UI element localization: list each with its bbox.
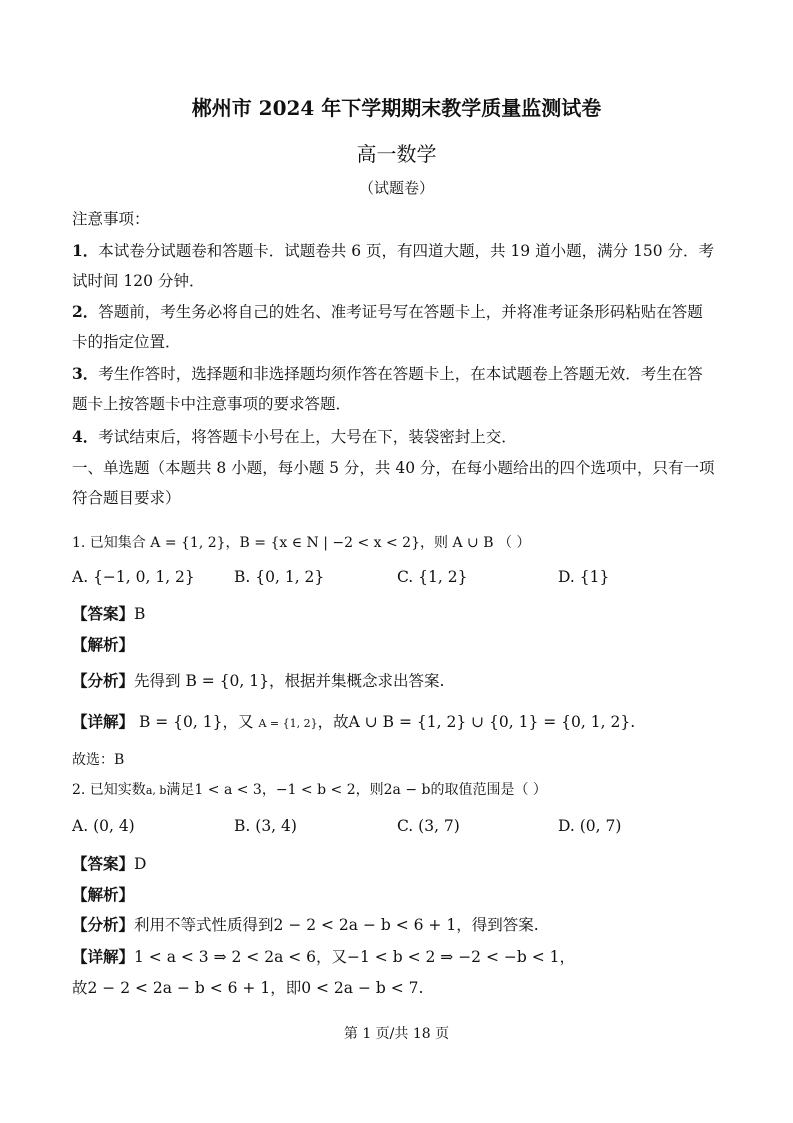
xiangjie-text: ， [559, 948, 576, 966]
option-label: C. [397, 817, 414, 835]
question-1-stem [72, 532, 721, 554]
notice-text: 答题前，考生务必将自己的姓名、准考证号写在答题卡上，并将准考证条形码粘贴在答题 [98, 303, 703, 321]
stem-text: ， [261, 782, 276, 798]
fenxi-line [72, 670, 721, 692]
option-value: {−1, 0, 1, 2} [93, 568, 195, 586]
option-label: B. [234, 817, 251, 835]
conclusion-math: 2 − 2 < 2a − b < 6 + 1 [87, 979, 271, 997]
stem-math: A ∪ B [452, 535, 494, 551]
section-heading-cont: 符合题目要求） [72, 489, 181, 507]
analysis-tag [72, 634, 721, 656]
stem-math: 1 < a < 3 [194, 782, 262, 798]
option-b [234, 566, 324, 588]
option-value: (3, 7) [418, 817, 460, 835]
stem-text: 的取值范围是（ ） [430, 782, 547, 798]
option-label: C. [397, 568, 414, 586]
fenxi-text: ，根据并集概念求出答案. [269, 672, 445, 690]
fenxi-math: B = {0, 1} [185, 672, 270, 690]
analysis-label: 【解析】 [72, 635, 135, 654]
xiangjie-math: A = {1, 2} [258, 717, 318, 730]
option-d [558, 815, 621, 837]
notice-item-1 [72, 240, 721, 262]
fenxi-text: 先得到 [134, 672, 181, 690]
option-value: (0, 4) [93, 817, 135, 835]
fenxi-line [72, 914, 721, 936]
xiangjie-text: ，又 [316, 948, 348, 966]
stem-math: A = {1, 2}，B = {x ∈ N | −2 < x < 2} [150, 535, 420, 551]
conclusion-text: . [418, 979, 424, 997]
conclusion-math: 0 < 2a − b < 7 [301, 979, 419, 997]
xiangjie-line [72, 711, 721, 735]
page-title: 郴州市 2024 年下学期期末教学质量监测试卷 [191, 96, 602, 120]
notice-text: 考试结束后，将答题卡小号在上，大号在下，装袋密封上交． [98, 428, 517, 446]
notice-text: 本试卷分试题卷和答题卡．试题卷共 6 页，有四道大题，共 19 道小题，满分 150 分．考 [98, 242, 715, 260]
question-2-stem [72, 779, 721, 802]
fenxi-text: 利用不等式性质得到 [134, 916, 274, 934]
answer-tag: 【答案】 [72, 854, 135, 873]
choice-line: 故选：B [72, 752, 125, 768]
page-footer: 第 1 页/共 18 页 [343, 1026, 450, 1042]
notice-item-3 [72, 363, 721, 385]
xiangjie-line [72, 946, 721, 968]
xiangjie-text: ，故 [317, 713, 349, 731]
xiangjie-math: −1 < b < 2 ⇒ −2 < −b < 1 [347, 948, 560, 966]
option-value: {1, 2} [418, 568, 468, 586]
conclusion-text: 故 [72, 979, 88, 997]
option-label: D. [558, 817, 575, 835]
stem-math: −1 < b < 2 [275, 782, 356, 798]
xiangjie-math: B = {0, 1} [138, 713, 223, 731]
notice-item-2-cont: 卡的指定位置． [72, 333, 181, 351]
notice-num: 1． [72, 241, 99, 260]
option-c [397, 815, 460, 837]
option-a [72, 815, 135, 837]
notice-item-1-cont: 试时间 120 分钟． [72, 272, 205, 290]
answer-tag: 【答案】 [72, 604, 135, 623]
answer-value: D [134, 855, 147, 873]
notice-item-3-cont: 题卡上按答题卡中注意事项的要求答题． [72, 395, 352, 413]
fenxi-math: 2 − 2 < 2a − b < 6 + 1 [273, 916, 457, 934]
notice-text: 考生作答时，选择题和非选择题均须作答在答题卡上，在本试题卷上答题无效．考生在答 [98, 365, 703, 383]
stem-text: ，则 [420, 535, 448, 551]
answer-line [72, 853, 721, 875]
option-label: A. [72, 817, 89, 835]
fenxi-tag: 【分析】 [72, 671, 135, 690]
answer-value: B [134, 605, 146, 623]
option-value: {1} [579, 568, 610, 586]
xiangjie-tag: 【详解】 [72, 712, 135, 731]
option-c [397, 566, 467, 588]
xiangjie-math: 1 < a < 3 ⇒ 2 < 2a < 6 [134, 948, 317, 966]
option-label: B. [234, 568, 251, 586]
notice-num: 3． [72, 364, 99, 383]
notice-num: 2． [72, 302, 99, 321]
option-value: (0, 7) [579, 817, 622, 835]
conclusion-text: ，即 [270, 979, 302, 997]
option-value: {0, 1, 2} [255, 568, 325, 586]
subject-title: 高一数学 [356, 142, 437, 166]
section-heading: 一、单选题（本题共 8 小题，每小题 5 分，共 40 分，在每小题给出的四个选项中，只有一项 [72, 459, 715, 477]
option-d [558, 566, 609, 588]
option-label: A. [72, 568, 89, 586]
analysis-tag [72, 884, 721, 906]
stem-text: 1. 已知集合 [72, 535, 146, 551]
notice-item-2 [72, 301, 721, 323]
stem-math: 2a − b [383, 782, 431, 798]
xiangjie-math: A ∪ B = {1, 2} ∪ {0, 1} = {0, 1, 2} [348, 713, 631, 731]
xiangjie-text: ，又 [222, 713, 254, 731]
notice-item-4 [72, 426, 721, 448]
fenxi-tag: 【分析】 [72, 915, 135, 934]
option-b [234, 815, 297, 837]
conclusion-line [72, 977, 721, 999]
notice-heading: 注意事项： [72, 210, 150, 228]
option-value: (3, 4) [255, 817, 297, 835]
stem-text: 满足 [166, 782, 195, 798]
paper-type: （试题卷） [358, 179, 434, 197]
stem-text: 2. 已知实数 [72, 782, 146, 798]
stem-text: ，则 [355, 782, 384, 798]
option-a [72, 566, 195, 588]
option-label: D. [558, 568, 575, 586]
analysis-label: 【解析】 [72, 885, 135, 904]
stem-text: （ ） [497, 535, 531, 551]
answer-line [72, 603, 721, 625]
notice-num: 4． [72, 427, 99, 446]
stem-math: a, b [145, 784, 167, 797]
fenxi-text: ，得到答案. [456, 916, 539, 934]
xiangjie-tag: 【详解】 [72, 947, 135, 966]
xiangjie-text: . [630, 713, 636, 731]
